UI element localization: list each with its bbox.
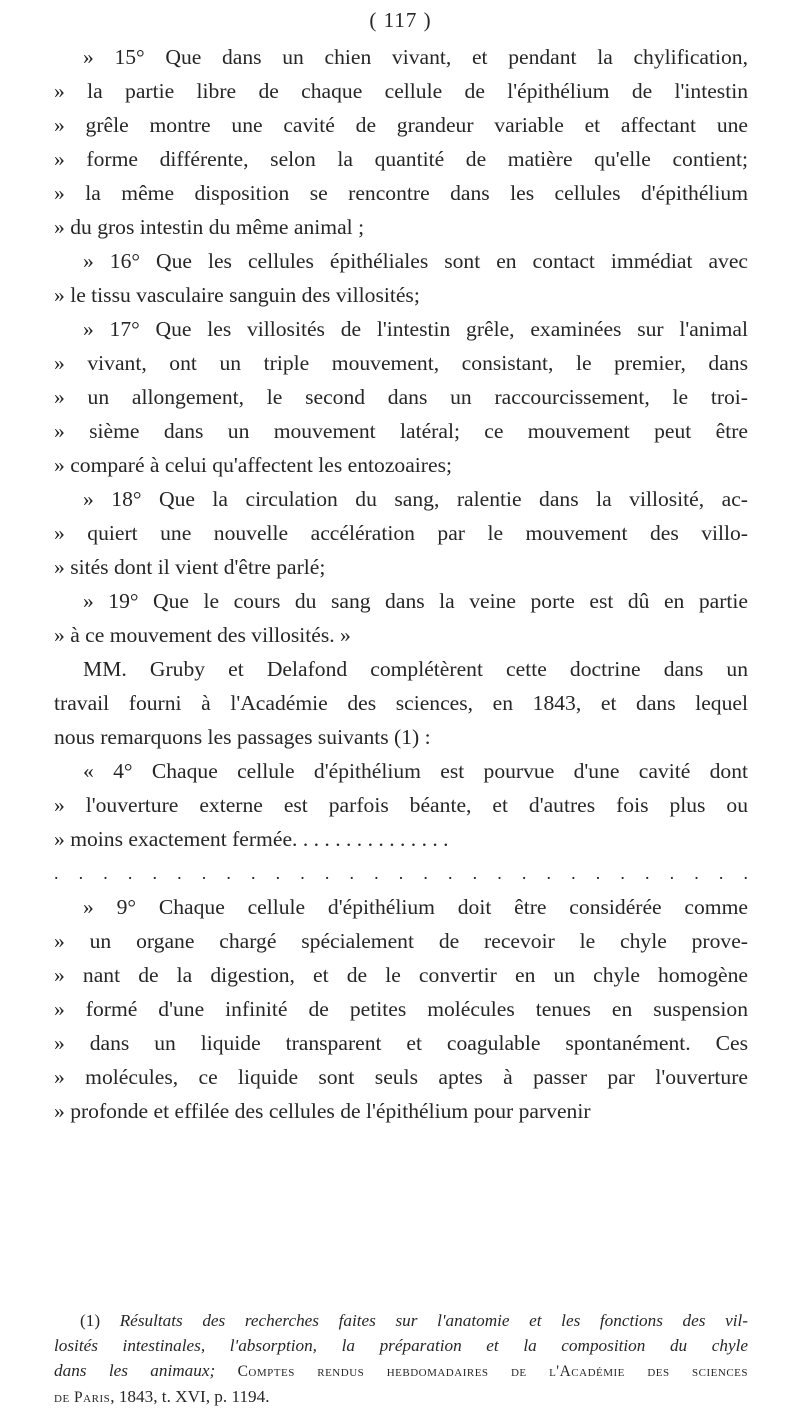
text-line: » la partie libre de chaque cellule de l'épithélium de l'intestin <box>54 79 748 103</box>
text-line: » sième dans un mouvement latéral; ce mouvement peut être <box>54 419 748 443</box>
text-line: » 19° Que le cours du sang dans la veine porte est dû en partie <box>83 589 748 613</box>
text-line: » molécules, ce liquide sont seuls aptes à passer par l'ouverture <box>54 1065 748 1089</box>
footnote-line <box>54 1384 748 1410</box>
footnote-title-part: Résultats des recherches faites sur l'anatomie et les fonctions des vil- <box>119 1311 748 1330</box>
text-line: « 4° Chaque cellule d'épithélium est pourvue d'une cavité dont <box>83 759 748 783</box>
text-line: » du gros intestin du même animal ; <box>54 215 365 239</box>
text-line: » la même disposition se rencontre dans les cellules d'épithélium <box>54 181 748 205</box>
text-line: » sités dont il vient d'être parlé; <box>54 555 326 579</box>
text-line: nous remarquons les passages suivants (1) : <box>54 725 431 749</box>
body-text <box>54 40 748 1128</box>
text-line: travail fourni à l'Académie des sciences, en 1843, et dans lequel <box>54 691 748 715</box>
text-line: » un organe chargé spécialement de recevoir le chyle prove- <box>54 929 748 953</box>
text-line: » nant de la digestion, et de le convertir en un chyle homogène <box>54 963 748 987</box>
text-line: » 16° Que les cellules épithéliales sont en contact immédiat avec <box>83 249 748 273</box>
text-line: » 15° Que dans un chien vivant, et pendant la chylification, <box>83 45 748 69</box>
text-line: » profonde et effilée des cellules de l'épithélium pour parvenir <box>54 1099 591 1123</box>
text-line: » vivant, ont un triple mouvement, consistant, le premier, dans <box>54 351 748 375</box>
text-line: » moins exactement fermée. . . . . . . . . . . . . . . <box>54 827 449 851</box>
footnote-source-city: de Paris <box>54 1389 111 1406</box>
footnote-reference: , 1843, t. XVI, p. 1194. <box>110 1387 270 1406</box>
footnote-source: Comptes rendus hebdomadaires de l'Académie des sciences <box>237 1363 749 1380</box>
footnote-line <box>54 1358 748 1384</box>
text-line: » 9° Chaque cellule d'épithélium doit être considérée comme <box>83 895 748 919</box>
footnote-title-part: dans les animaux; <box>54 1361 216 1380</box>
text-line: » 17° Que les villosités de l'intestin grêle, examinées sur l'animal <box>83 317 748 341</box>
text-line: » comparé à celui qu'affectent les entozoaires; <box>54 453 452 477</box>
text-line: » un allongement, le second dans un raccourcissement, le troi- <box>54 385 748 409</box>
text-line: » à ce mouvement des villosités. » <box>54 623 351 647</box>
text-line: » dans un liquide transparent et coagulable spontanément. Ces <box>54 1031 748 1055</box>
footnote-line: losités intestinales, l'absorption, la préparation et la composition du chyle <box>54 1336 748 1355</box>
text-line: » grêle montre une cavité de grandeur variable et affectant une <box>54 113 748 137</box>
footnote-line <box>54 1308 748 1333</box>
text-line: » l'ouverture externe est parfois béante, et d'autres fois plus ou <box>54 793 748 817</box>
page-number: ( 117 ) <box>369 8 432 32</box>
text-line: » forme différente, selon la quantité de matière qu'elle contient; <box>54 147 748 171</box>
footnote-marker: (1) <box>80 1311 101 1330</box>
text-line: MM. Gruby et Delafond complétèrent cette doctrine dans un <box>83 657 748 681</box>
text-line: » formé d'une infinité de petites molécules tenues en suspension <box>54 997 748 1021</box>
footnote <box>54 1308 748 1410</box>
text-line: » le tissu vasculaire sanguin des villosités; <box>54 283 420 307</box>
text-line: » 18° Que la circulation du sang, ralentie dans la villosité, ac- <box>83 487 748 511</box>
text-line: » quiert une nouvelle accélération par le mouvement des villo- <box>54 521 748 545</box>
ellipsis-separator-line: . . . . . . . . . . . . . . . . . . . . . . . . . . . . . <box>54 863 748 883</box>
